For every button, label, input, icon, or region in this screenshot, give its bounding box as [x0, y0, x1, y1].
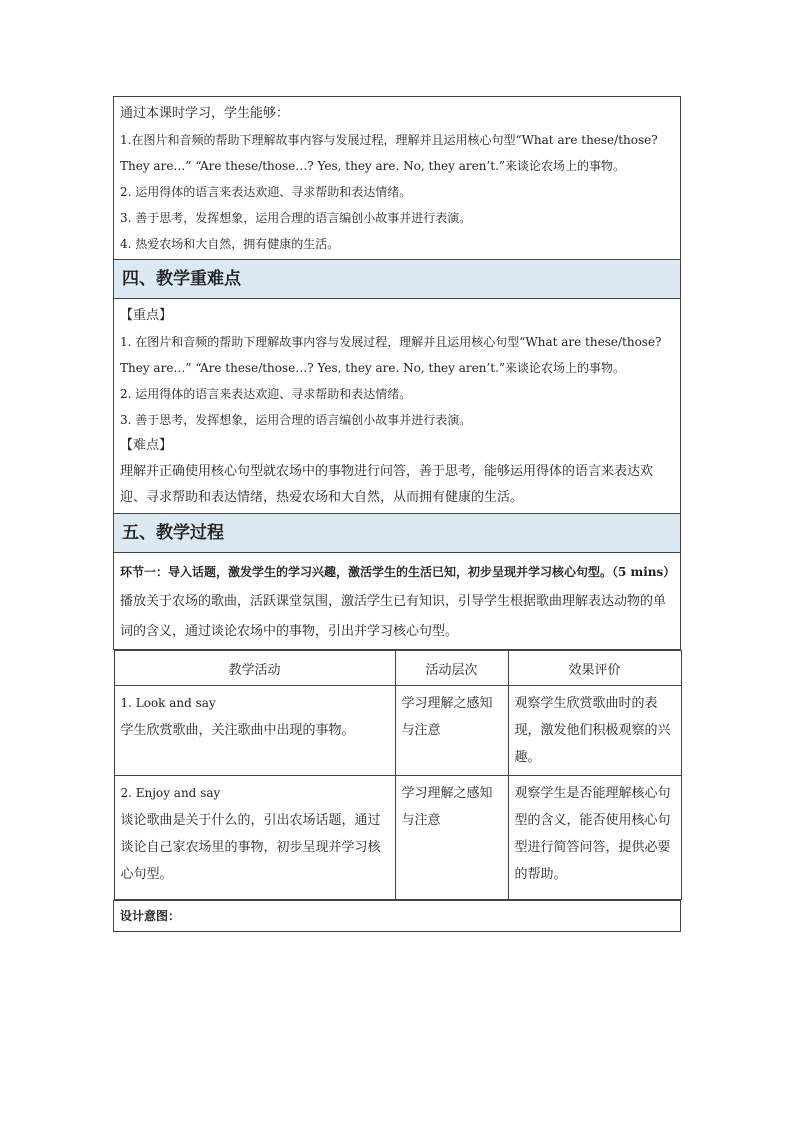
- activity-level: 学习理解之感知与注意: [401, 696, 493, 738]
- activity-table-row: [114, 650, 681, 901]
- header-level: 活动层次: [395, 651, 508, 686]
- key-point-1: 1. 在图片和音频的帮助下理解故事内容与发展过程，理解并且运用核心句型“What are these/those? They are…” “Are these/those…? Yes, they are. No, they aren’t.”来谈论农场上的事物。: [120, 335, 662, 375]
- section4-heading-row: [114, 260, 681, 299]
- goals-item-1: 1.在图片和音频的帮助下理解故事内容与发展过程，理解并且运用核心句型“What are these/those? They are…” “Are these/those…? Yes, they are. No, they aren’t.”来谈论农场上的事物。: [120, 133, 658, 173]
- activity-desc: 谈论歌曲是关于什么的，引出农场话题，通过谈论自己家农场里的事物，初步呈现并学习核心句型。: [120, 813, 381, 882]
- key-point-3: 3. 善于思考，发挥想象，运用合理的语言编创小故事并进行表演。: [120, 413, 472, 427]
- goals-row: [114, 97, 681, 260]
- lesson-plan-table: [113, 96, 681, 932]
- activity-level: 学习理解之感知与注意: [401, 786, 493, 828]
- design-intent-row: [114, 901, 681, 932]
- activity-title: 1. Look and say: [120, 696, 216, 710]
- section4-content-row: [114, 299, 681, 514]
- goals-item-2: 2. 运用得体的语言来表达欢迎、寻求帮助和表达情绪。: [120, 185, 412, 199]
- goals-intro: 通过本课时学习，学生能够：: [120, 106, 290, 121]
- table-row: [114, 686, 681, 776]
- activity-title: 2. Enjoy and say: [120, 786, 221, 800]
- goals-item-3: 3. 善于思考，发挥想象，运用合理的语言编创小故事并进行表演。: [120, 211, 472, 225]
- key-point-2: 2. 运用得体的语言来表达欢迎、寻求帮助和表达情绪。: [120, 387, 412, 401]
- table-row: [114, 776, 681, 900]
- section4-title: 四、教学重难点: [122, 269, 241, 289]
- activity-desc: 学生欣赏歌曲，关注歌曲中出现的事物。: [120, 723, 355, 738]
- difficult-points-text: 理解并正确使用核心句型就农场中的事物进行问答，善于思考，能够运用得体的语言来表达欢迎、寻求帮助和表达情绪，热爱农场和大自然，从而拥有健康的生活。: [120, 464, 654, 505]
- goals-item-4: 4. 热爱农场和大自然，拥有健康的生活。: [120, 237, 340, 251]
- lesson-plan-page: [113, 96, 680, 932]
- header-evaluation: 效果评价: [508, 651, 681, 686]
- step1-description: 播放关于农场的歌曲，活跃课堂氛围，激活学生已有知识，引导学生根据歌曲理解表达动物的单词的含义，通过谈论农场中的事物，引出并学习核心句型。: [120, 594, 667, 639]
- step1-title: 环节一：导入话题，激发学生的学习兴趣，激活学生的生活已知，初步呈现并学习核心句型。（5 mins）: [120, 565, 676, 579]
- key-points-label: 【重点】: [120, 308, 173, 323]
- step1-row: [114, 553, 681, 650]
- activity-evaluation: 观察学生欣赏歌曲时的表现，激发他们积极观察的兴趣。: [514, 696, 671, 765]
- section5-heading-row: [114, 514, 681, 553]
- header-activity: 教学活动: [114, 651, 395, 686]
- activity-evaluation: 观察学生是否能理解核心句型的含义，能否使用核心句型进行简答问答，提供必要的帮助。: [514, 786, 671, 882]
- difficult-points-label: 【难点】: [120, 438, 173, 453]
- section5-title: 五、教学过程: [122, 523, 224, 543]
- activity-table: [114, 650, 682, 900]
- activity-table-header: [114, 651, 681, 686]
- design-intent-label: 设计意图：: [120, 909, 181, 923]
